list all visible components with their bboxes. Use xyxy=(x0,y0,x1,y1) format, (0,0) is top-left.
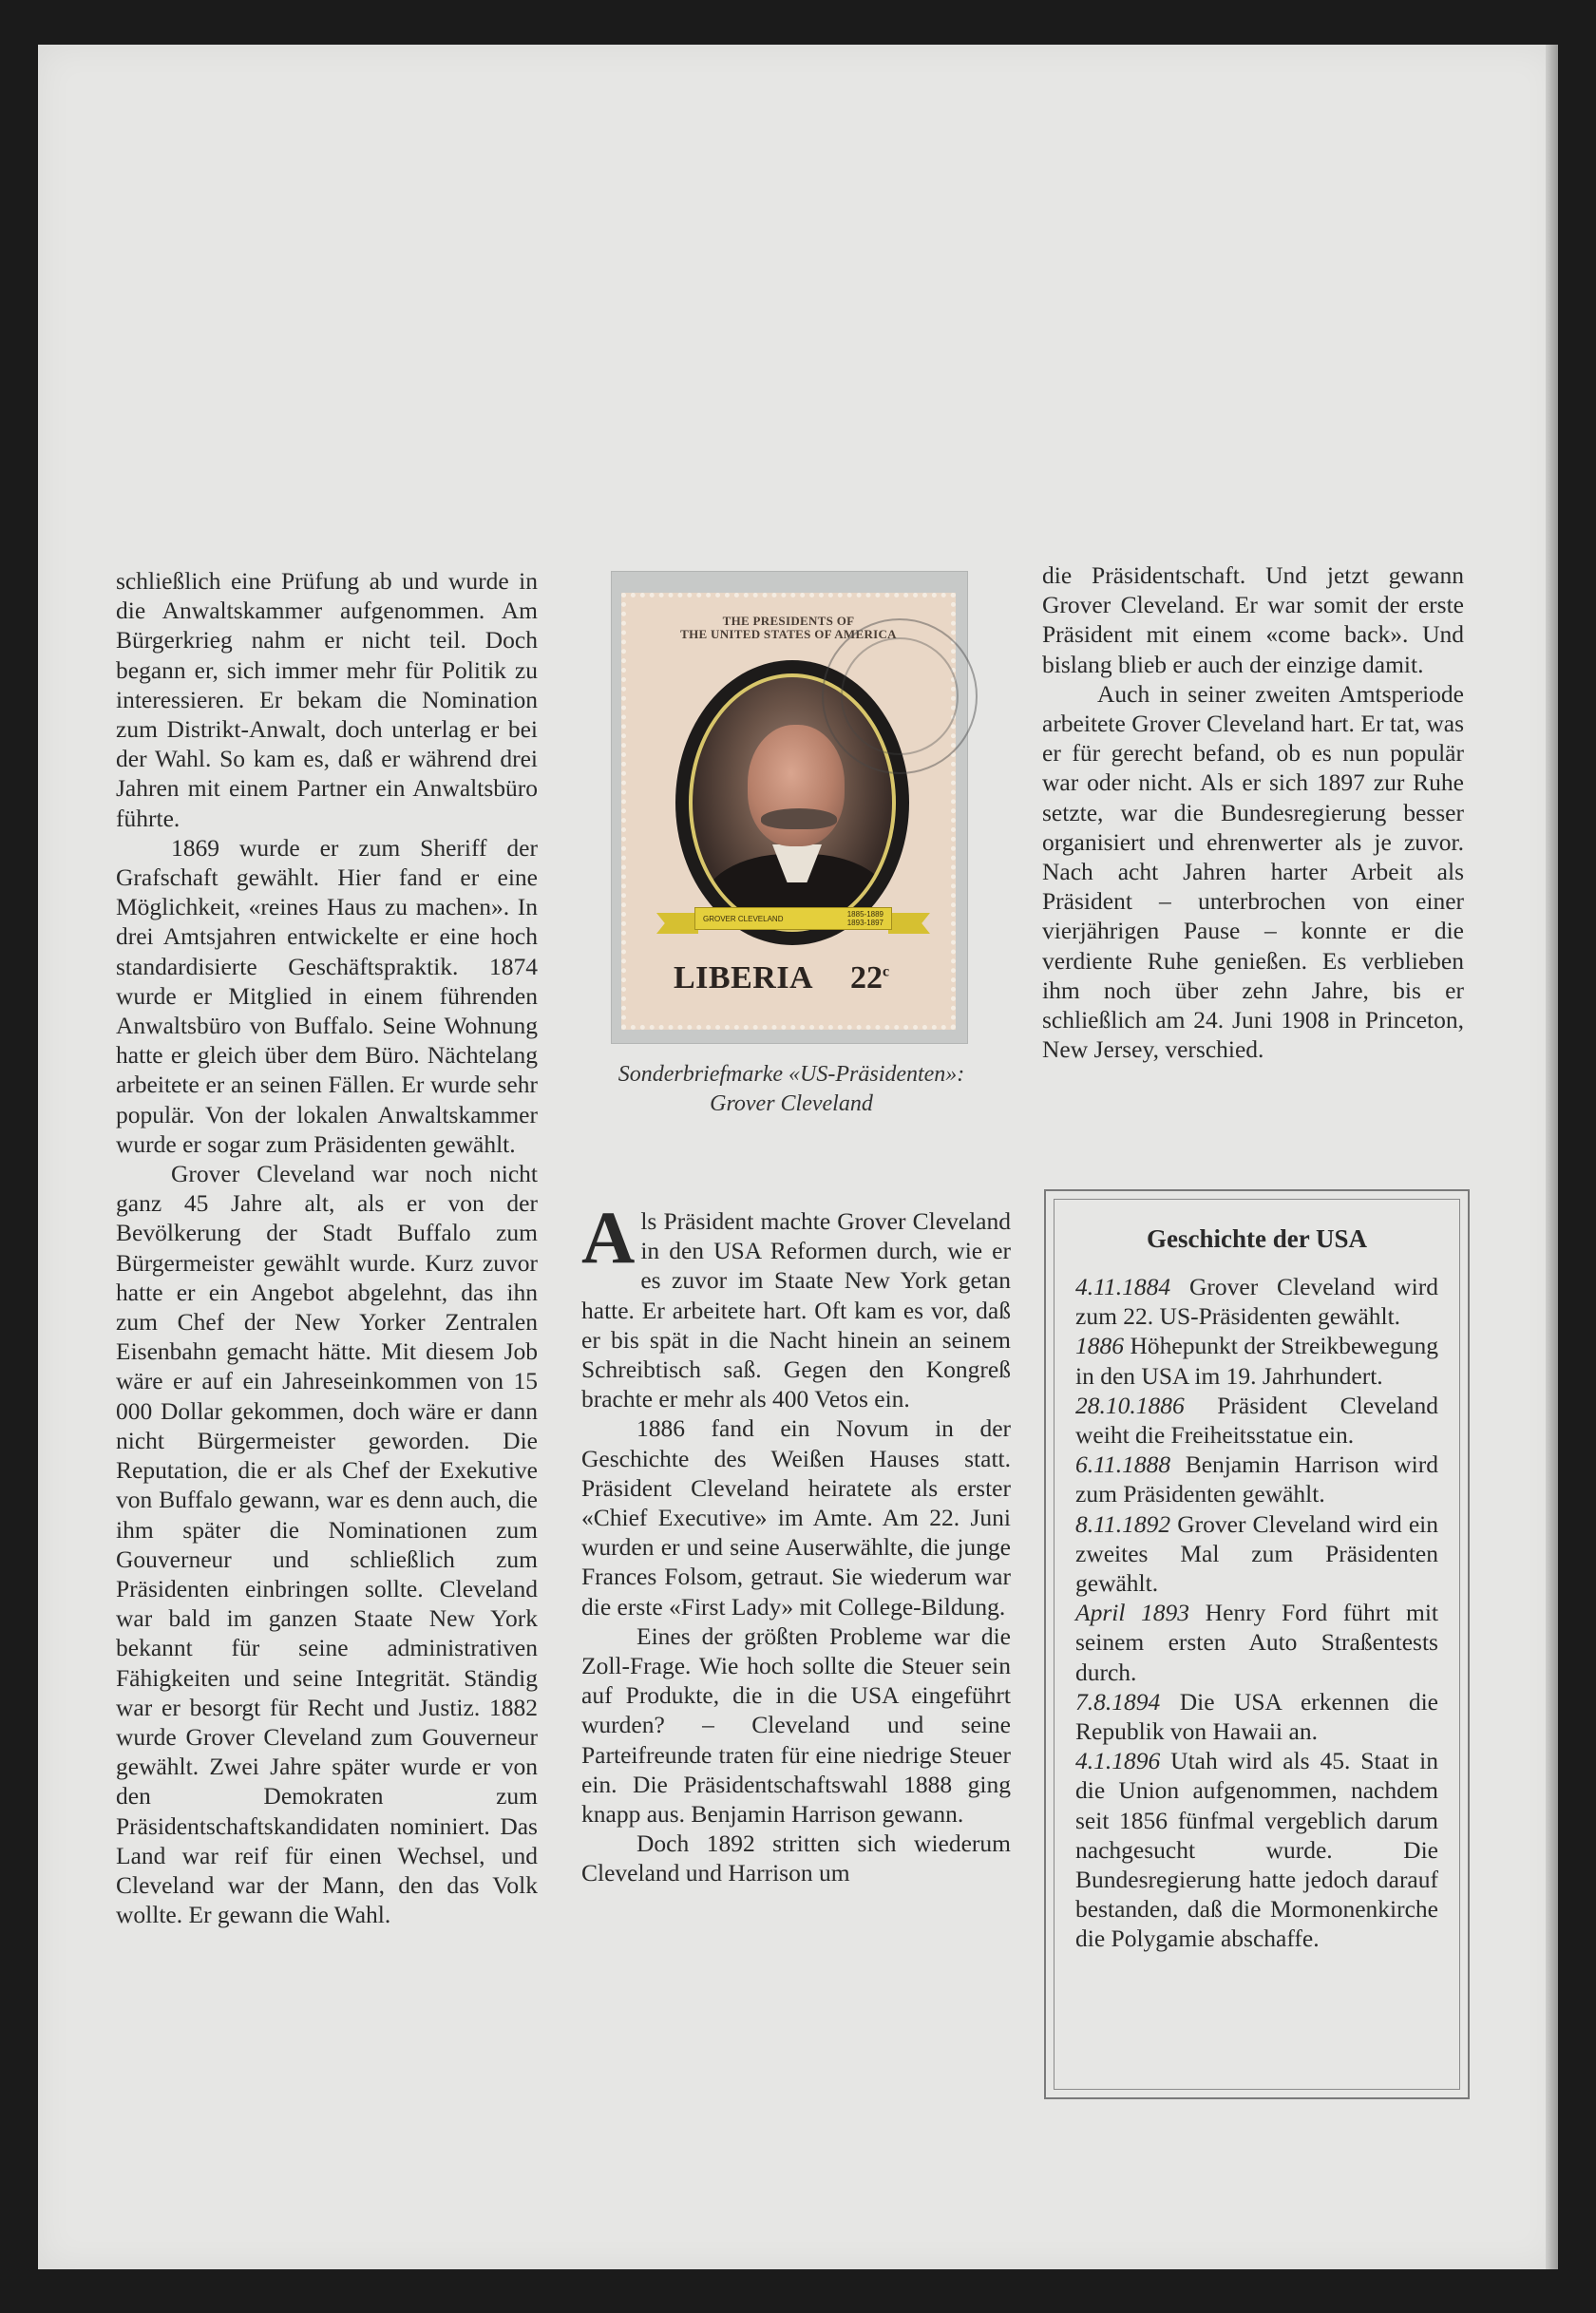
history-entry xyxy=(1075,1331,1438,1390)
history-entry-date: 4.11.1884 xyxy=(1075,1273,1171,1300)
paragraph: die Präsidentschaft. Und jetzt gewann Grover Cleveland. Er war somit der erste Präsident mit einem «come back». Und bislang blieb er auch der einzige damit. xyxy=(1042,561,1464,678)
postage-stamp xyxy=(621,593,956,1030)
history-entry-date: 1886 xyxy=(1075,1332,1124,1360)
caption-line: Sonderbriefmarke «US-Präsidenten»: xyxy=(618,1062,965,1087)
history-entry-date: 7.8.1894 xyxy=(1075,1687,1161,1716)
portrait-mustache xyxy=(761,808,837,829)
stamp-caption xyxy=(570,1060,1013,1119)
history-list xyxy=(1075,1272,1438,1954)
history-entry xyxy=(1075,1272,1438,1331)
paragraph: Eines der größten Probleme war die Zoll-Frage. Wie hoch sollte die Steuer sein auf Produkte, die in die USA eingeführt wurden? – Cleveland und seine Parteifreunde traten für eine niedrige Steuer ein. Die Präsidentschaftswahl 1888 ging knapp aus. Benjamin Harrison gewann. xyxy=(581,1621,1011,1829)
history-entry xyxy=(1075,1687,1438,1746)
history-entry-date: 8.11.1892 xyxy=(1075,1509,1171,1538)
stamp-value: 22$^c$ xyxy=(850,960,890,995)
history-entry-text: Grover Cleveland wird zum 22. US-Präsidenten gewählt. xyxy=(1075,1273,1439,1331)
history-entry xyxy=(1075,1598,1438,1687)
right-text-column xyxy=(1042,560,1464,1064)
history-box-title: Geschichte der USA xyxy=(1147,1224,1367,1253)
paragraph: Auch in seiner zweiten Amtsperiode arbeitete Grover Cleveland hart. Er tat, was er für gerecht befand, ob es nun populär war oder nicht. Als er sich 1897 zur Ruhe setzte, war die Bundesregierung besser organisiert und ehrenwerter als je zuvor. Nach acht Jahren harter Arbeit als Präsident – unterbrochen von einer vierjährigen Pause – konnte er die verdiente Ruhe genießen. Es verblieben ihm noch über zehn Jahre, bis er schließlich am 24. Juni 1908 in Princeton, New Jersey, verschied. xyxy=(1042,679,1464,1064)
history-entry-text: Utah wird als 45. Staat in die Union aufgenommen, nachdem seit 1856 fünfmal vergeblich darum nachgesucht wurde. Die Bundesregierung hatte jedoch darauf bestanden, daß die Mormonenkirche die Polygamie abschaffe. xyxy=(1075,1747,1438,1953)
stamp-country: LIBERIA xyxy=(674,960,814,995)
history-entry-date: 6.11.1888 xyxy=(1075,1450,1171,1479)
history-entry-text: Benjamin Harrison wird zum Präsidenten gewählt. xyxy=(1075,1450,1438,1508)
name-ribbon xyxy=(656,905,930,934)
history-entry-text: Höhepunkt der Streikbewegung in den USA im 19. Jahrhundert. xyxy=(1075,1332,1438,1390)
paragraph: schließlich eine Prüfung ab und wurde in die Anwaltskammer aufgenommen. Am Bürgerkrieg nahm er nicht teil. Doch begann er, sich immer mehr für Politik zu interessieren. Er bekam die Nomination zum Distrikt-Anwalt, doch unterlag er bei der Wahl. So kam es, daß er während drei Jahren mit einem Partner ein Anwaltsbüro führte. xyxy=(116,567,538,832)
left-text-column xyxy=(116,566,538,1929)
history-entry-text: Die USA erkennen die Republik von Hawaii an. xyxy=(1075,1687,1438,1746)
page-edge xyxy=(1546,45,1558,2269)
postmark xyxy=(822,618,978,774)
history-entry xyxy=(1075,1450,1438,1508)
ribbon-name: GROVER CLEVELAND xyxy=(703,914,784,923)
paragraph: Als Präsident machte Grover Cleveland in den USA Reformen durch, wie er es zuvor im Staate New York getan hatte. Er arbeitete hart. Oft kam es vor, daß er bis spät in die Nacht hinein an seinem Schreibtisch saß. Gegen den Kongreß brachte er mehr als 400 Vetos ein. xyxy=(581,1196,1011,1413)
ribbon-years: 1885-1889 1893-1897 xyxy=(846,910,884,927)
caption-line: Grover Cleveland xyxy=(710,1091,873,1116)
history-entry xyxy=(1075,1746,1438,1953)
stamp-title-line: THE PRESIDENTS OF xyxy=(722,614,855,628)
history-entry-date: 4.1.1896 xyxy=(1075,1747,1161,1775)
middle-text-column xyxy=(581,1196,1011,1888)
drop-cap: A xyxy=(581,1196,636,1279)
paragraph: Doch 1892 stritten sich wiederum Cleveland und Harrison um xyxy=(581,1830,1011,1887)
history-entry xyxy=(1075,1391,1438,1450)
history-entry xyxy=(1075,1509,1438,1599)
history-entry-text: Präsident Cleveland weiht die Freiheitsstatue ein. xyxy=(1075,1391,1438,1450)
history-box xyxy=(1044,1189,1470,2099)
stamp-title-line: THE UNITED STATES OF AMERICA xyxy=(680,627,897,641)
paragraph: Grover Cleveland war noch nicht ganz 45 Jahre alt, als er von der Bevölkerung der Stadt Buffalo zum Bürgermeister gewählt wurde. Kurz zuvor hatte er ein Angebot abgelehnt, das ihn zum Chef der New Yorker Zentralen Eisenbahn gemacht hätte. Mit diesem Job wäre er auf ein Jahreseinkommen von 15 000 Dollar gekommen, doch wäre er dann nicht Bürgermeister geworden. Die Reputation, die er als Chef der Exekutive von Buffalo gewann, war es denn auch, die ihm später die Nominationen zum Gouverneur und schließlich zum Präsidenten einbringen sollte. Cleveland war bald im ganzen Staate New York bekannt für seine administrativen Fähigkeiten und seine Integrität. Ständig war er besorgt für Recht und Justiz. 1882 wurde Grover Cleveland zum Gouverneur gewählt. Zwei Jahre später wurde er von den Demokraten zum Präsidentschaftskandidaten nominiert. Das Land war reif für einen Wechsel, und Cleveland war der Mann, den das Volk wollte. Er gewann die Wahl. xyxy=(116,1160,538,1929)
paragraph: 1869 wurde er zum Sheriff der Grafschaft gewählt. Hier fand er eine Möglichkeit, «reines Haus zu machen». In drei Amtsjahren entwickelte er eine hoch standardisierte Geschäftspraktik. 1874 wurde er Mitglied in einem führenden Anwaltsbüro von Buffalo. Seine Wohnung hatte er gleich über dem Büro. Nächtelang arbeitete er an seinen Fällen. Er wurde sehr populär. Von der lokalen Anwaltskammer wurde er sogar zum Präsidenten gewählt. xyxy=(116,833,538,1158)
history-entry-date: 28.10.1886 xyxy=(1075,1391,1185,1419)
paragraph: 1886 fand ein Novum in der Geschichte des Weißen Hauses statt. Präsident Cleveland heiratete als erster «Chief Executive» im Amte. Am 22. Juni wurden er und seine Auserwählte, die junge Frances Folsom, getraut. Sie wiederum war die erste «First Lady» mit College-Bildung. xyxy=(581,1414,1011,1621)
history-entry-date: April 1893 xyxy=(1075,1599,1190,1627)
history-entry-text: Grover Cleveland wird ein zweites Mal zum Präsidenten gewählt. xyxy=(1075,1509,1439,1598)
history-entry-text: Henry Ford führt mit seinem ersten Auto Straßentests durch. xyxy=(1075,1599,1438,1686)
stamp-mount xyxy=(612,572,967,1043)
